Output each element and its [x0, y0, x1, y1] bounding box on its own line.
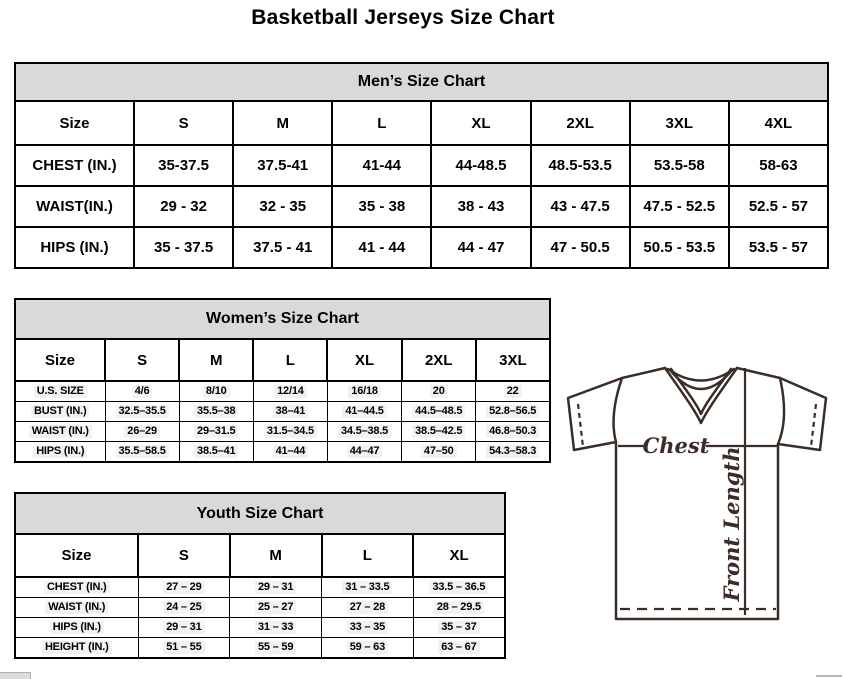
value-cell: 38–41: [253, 402, 327, 422]
value-cell: 25 – 27: [230, 598, 322, 618]
womens-size-header: Size: [15, 339, 105, 381]
value-cell: 35-37.5: [134, 145, 233, 186]
value-cell: 37.5-41: [233, 145, 332, 186]
value-cell: 47.5 - 52.5: [630, 186, 729, 227]
row-label: HIPS (IN.): [15, 618, 138, 638]
header-cell: 2XL: [531, 101, 630, 145]
value-cell: 38.5–42.5: [402, 422, 476, 442]
womens-bust-row: [15, 402, 550, 422]
value-cell: 50.5 - 53.5: [630, 227, 729, 268]
youth-header-row: [15, 534, 505, 577]
jersey-measurement-diagram: [558, 362, 843, 674]
womens-size-table: [14, 298, 551, 463]
value-cell: 47–50: [402, 442, 476, 463]
header-cell: M: [233, 101, 332, 145]
youth-height-row: [15, 638, 505, 659]
value-cell: 35 - 38: [332, 186, 431, 227]
row-label: BUST (IN.): [15, 402, 105, 422]
value-cell: 29 – 31: [230, 577, 322, 598]
value-cell: 35.5–58.5: [105, 442, 179, 463]
header-cell: 2XL: [402, 339, 476, 381]
value-cell: 53.5-58: [630, 145, 729, 186]
value-cell: 38 - 43: [431, 186, 530, 227]
mens-header-row: [15, 101, 828, 145]
youth-chest-row: [15, 577, 505, 598]
value-cell: 32.5–35.5: [105, 402, 179, 422]
value-cell: 55 – 59: [230, 638, 322, 659]
value-cell: 44-48.5: [431, 145, 530, 186]
value-cell: 26–29: [105, 422, 179, 442]
womens-waist-row: [15, 422, 550, 442]
header-cell: XL: [431, 101, 530, 145]
womens-table-title: Women’s Size Chart: [15, 299, 550, 339]
value-cell: 58-63: [729, 145, 828, 186]
row-label: CHEST (IN.): [15, 145, 134, 186]
header-cell: S: [105, 339, 179, 381]
value-cell: 27 – 29: [138, 577, 230, 598]
value-cell: 35 - 37.5: [134, 227, 233, 268]
chest-label: Chest: [642, 433, 710, 458]
youth-hips-row: [15, 618, 505, 638]
row-label: HEIGHT (IN.): [15, 638, 138, 659]
header-cell: M: [230, 534, 322, 577]
womens-ussize-row: [15, 381, 550, 402]
value-cell: 32 - 35: [233, 186, 332, 227]
value-cell: 31.5–34.5: [253, 422, 327, 442]
row-label: CHEST (IN.): [15, 577, 138, 598]
header-cell: L: [332, 101, 431, 145]
value-cell: 29–31.5: [179, 422, 253, 442]
mens-table-title: Men’s Size Chart: [15, 63, 828, 101]
value-cell: 52.8–56.5: [476, 402, 550, 422]
row-label: WAIST (IN.): [15, 422, 105, 442]
value-cell: 35 – 37: [413, 618, 505, 638]
value-cell: 44–47: [327, 442, 401, 463]
header-cell: XL: [327, 339, 401, 381]
value-cell: 47 - 50.5: [531, 227, 630, 268]
value-cell: 24 – 25: [138, 598, 230, 618]
value-cell: 54.3–58.3: [476, 442, 550, 463]
bottom-right-ui-fragment: [816, 675, 842, 677]
value-cell: 31 – 33: [230, 618, 322, 638]
value-cell: 29 – 31: [138, 618, 230, 638]
value-cell: 52.5 - 57: [729, 186, 828, 227]
value-cell: 35.5–38: [179, 402, 253, 422]
row-label: WAIST (IN.): [15, 598, 138, 618]
mens-waist-row: [15, 186, 828, 227]
value-cell: 41–44.5: [327, 402, 401, 422]
youth-table-title: Youth Size Chart: [15, 493, 505, 534]
header-cell: L: [253, 339, 327, 381]
header-cell: M: [179, 339, 253, 381]
right-cuff-dashed-line: [811, 404, 816, 447]
value-cell: 46.8–50.3: [476, 422, 550, 442]
header-cell: XL: [413, 534, 505, 577]
womens-hips-row: [15, 442, 550, 463]
header-cell: 3XL: [630, 101, 729, 145]
value-cell: 12/14: [253, 381, 327, 402]
value-cell: 34.5–38.5: [327, 422, 401, 442]
header-cell: 4XL: [729, 101, 828, 145]
row-label: HIPS (IN.): [15, 227, 134, 268]
value-cell: 51 – 55: [138, 638, 230, 659]
mens-size-table: [14, 62, 829, 269]
value-cell: 33.5 – 36.5: [413, 577, 505, 598]
value-cell: 22: [476, 381, 550, 402]
value-cell: 41 - 44: [332, 227, 431, 268]
row-label: WAIST(IN.): [15, 186, 134, 227]
value-cell: 28 – 29.5: [413, 598, 505, 618]
header-cell: S: [138, 534, 230, 577]
value-cell: 44 - 47: [431, 227, 530, 268]
left-armhole-seam: [614, 378, 622, 442]
value-cell: 48.5-53.5: [531, 145, 630, 186]
value-cell: 4/6: [105, 381, 179, 402]
right-armhole-seam: [778, 378, 784, 444]
page-title: Basketball Jerseys Size Chart: [251, 6, 555, 29]
value-cell: 53.5 - 57: [729, 227, 828, 268]
value-cell: 31 – 33.5: [322, 577, 414, 598]
value-cell: 41–44: [253, 442, 327, 463]
value-cell: 37.5 - 41: [233, 227, 332, 268]
value-cell: 41-44: [332, 145, 431, 186]
front-length-label: Front Length: [719, 446, 744, 602]
bottom-left-ui-fragment: [0, 672, 31, 679]
youth-waist-row: [15, 598, 505, 618]
mens-chest-row: [15, 145, 828, 186]
value-cell: 59 – 63: [322, 638, 414, 659]
value-cell: 29 - 32: [134, 186, 233, 227]
womens-header-row: [15, 339, 550, 381]
row-label: HIPS (IN.): [15, 442, 105, 463]
youth-size-header: Size: [15, 534, 138, 577]
header-cell: S: [134, 101, 233, 145]
value-cell: 16/18: [327, 381, 401, 402]
value-cell: 20: [402, 381, 476, 402]
left-cuff-dashed-line: [578, 404, 583, 447]
value-cell: 38.5–41: [179, 442, 253, 463]
value-cell: 27 – 28: [322, 598, 414, 618]
value-cell: 44.5–48.5: [402, 402, 476, 422]
header-cell: L: [322, 534, 414, 577]
value-cell: 43 - 47.5: [531, 186, 630, 227]
row-label: U.S. SIZE: [15, 381, 105, 402]
mens-size-header: Size: [15, 101, 134, 145]
value-cell: 33 – 35: [322, 618, 414, 638]
mens-hips-row: [15, 227, 828, 268]
value-cell: 63 – 67: [413, 638, 505, 659]
value-cell: 8/10: [179, 381, 253, 402]
header-cell: 3XL: [476, 339, 550, 381]
youth-size-table: [14, 492, 506, 659]
